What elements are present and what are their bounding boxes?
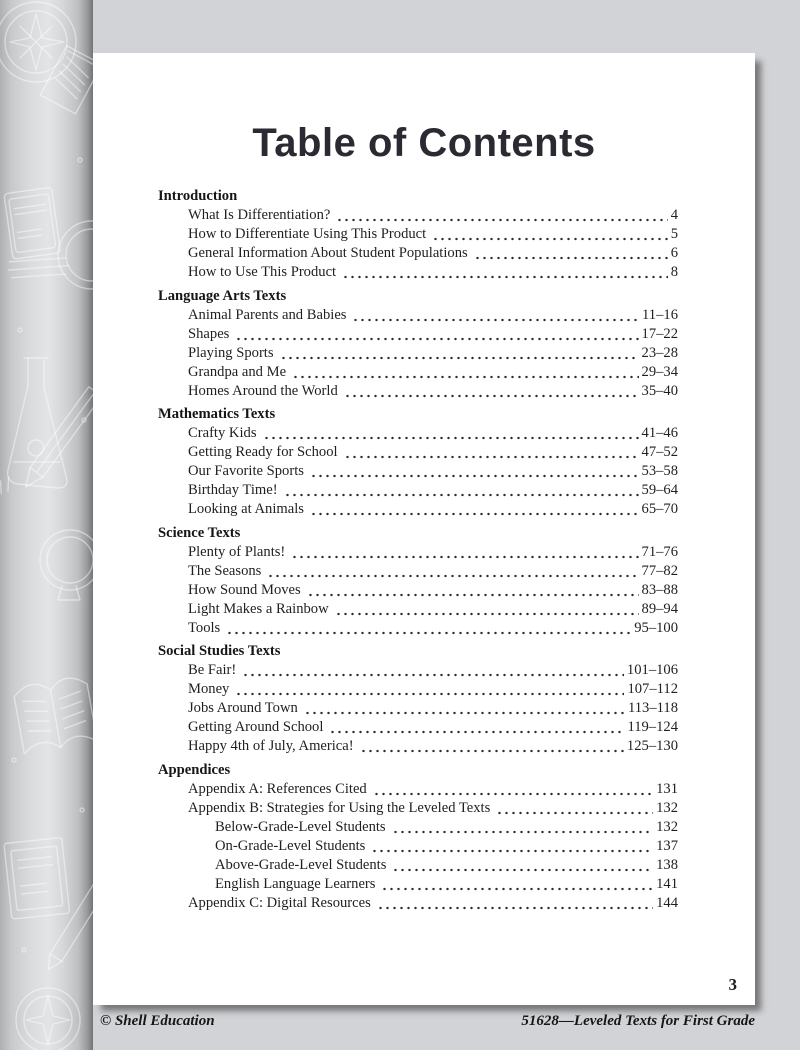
entry-label: Grandpa and Me [188,363,287,380]
toc-section [158,524,678,638]
toc-entry [158,306,678,325]
toc-entry [158,799,678,818]
entry-label: Shapes [188,325,230,342]
entry-label: Getting Around School [188,719,324,735]
entry-label: Animal Parents and Babies [188,306,347,323]
doodle-pattern [0,0,93,1050]
toc-section [158,287,678,401]
dot-leader [342,274,668,280]
toc-entry [158,543,678,562]
section-heading: Social Studies Texts [158,643,281,659]
footer [100,1013,755,1030]
dot-leader [292,374,638,380]
section-heading: Appendices [158,761,231,778]
compass-icon [16,988,80,1050]
entry-page: 131 [656,780,678,797]
dot-leader [235,691,624,697]
toc-entry [158,661,678,680]
entry-label: Light Makes a Rainbow [188,600,329,617]
entry-label: Money [188,681,230,697]
dot-leader [392,867,653,873]
notebook-stack-icon [0,186,70,281]
toc-section [158,405,678,519]
dot-leader [329,729,624,735]
entry-page: 132 [656,818,678,835]
toc-entry [158,818,678,837]
section-heading: Science Texts [158,524,241,541]
toc-entry [158,875,678,894]
section-heading: Language Arts Texts [158,287,287,304]
entry-label: Plenty of Plants! [188,543,286,560]
dot-leader [280,355,639,361]
entry-label: Playing Sports [188,344,274,361]
toc-entry [158,737,678,756]
toc-entry [158,718,678,737]
entry-page: 119–124 [627,719,678,735]
entry-page: 89–94 [641,600,678,617]
entry-label: Getting Ready for School [188,444,338,460]
entry-page: 125–130 [626,738,678,754]
dot-leader [352,317,639,323]
entry-page: 113–118 [628,700,678,716]
entry-page: 53–58 [641,463,678,479]
papers-icon [4,838,70,920]
entry-page: 107–112 [627,681,678,697]
dot-leader [360,748,624,754]
entry-page: 41–46 [641,425,678,441]
entry-label: On-Grade-Level Students [215,837,366,854]
entry-label: Tools [188,619,221,636]
toc-entry [158,382,678,401]
flask-icon [8,358,67,488]
entry-label: The Seasons [188,562,262,579]
toc-entry [158,581,678,600]
entry-page: 17–22 [641,325,678,342]
dot-leader [344,393,639,399]
entry-label: How Sound Moves [188,581,301,598]
entry-page: 95–100 [634,619,678,636]
dot-leader [344,454,639,460]
entry-label: Above-Grade-Level Students [215,856,387,873]
open-book-icon [40,46,93,114]
entry-page: 8 [670,264,678,280]
entry-label: What Is Differentiation? [188,207,331,223]
toc-page [93,53,755,1005]
toc-entry [158,443,678,462]
toc-list [158,187,678,913]
dot-leader [267,573,638,579]
toc-entry [158,680,678,699]
entry-label: English Language Learners [215,875,376,892]
toc-section [158,187,678,282]
entry-page: 65–70 [641,501,678,517]
entry-page: 59–64 [641,482,678,498]
dot-leader [496,810,653,816]
dot-leader [310,511,639,517]
toc-entry [158,344,678,363]
dot-leader [304,710,625,716]
entry-page: 35–40 [641,382,678,399]
dot-leader [242,672,624,678]
decorative-sidebar [0,0,93,1050]
entry-label: Birthday Time! [188,482,278,498]
section-heading: Mathematics Texts [158,406,276,422]
dot-leader [263,435,639,441]
toc-entry [158,263,678,282]
toc-entry [158,325,678,344]
entry-page: 23–28 [641,344,678,361]
entry-label: How to Differentiate Using This Product [188,226,427,242]
entry-page: 47–52 [641,444,678,460]
ring-icon [40,221,93,600]
entry-label: Be Fair! [188,662,237,678]
entry-label: Appendix C: Digital Resources [188,894,371,911]
entry-page: 77–82 [641,562,678,579]
entry-page: 101–106 [626,662,678,678]
entry-page: 4 [670,207,678,223]
entry-page: 144 [656,894,678,911]
dot-leader [226,630,631,636]
toc-entry [158,837,678,856]
entry-label: Happy 4th of July, America! [188,738,354,754]
open-book-icon [13,675,93,754]
entry-label: Jobs Around Town [188,700,298,716]
entry-label: Crafty Kids [188,425,257,441]
entry-page: 141 [656,875,678,892]
entry-label: General Information About Student Populations [188,245,468,261]
toc-entry [158,894,678,913]
footer-copyright: © Shell Education [100,1013,215,1029]
entry-label: Looking at Animals [188,501,304,517]
dot-leader [474,255,668,261]
toc-entry [158,600,678,619]
entry-label: Below-Grade-Level Students [215,818,386,835]
toc-entry [158,562,678,581]
entry-page: 71–76 [641,543,678,560]
entry-page: 5 [670,226,678,242]
entry-label: How to Use This Product [188,264,337,280]
dot-leader [310,473,639,479]
dot-leader [381,886,653,892]
toc-section [158,642,678,756]
entry-label: Appendix A: References Cited [188,780,367,797]
toc-entry [158,424,678,443]
compass-icon [0,2,76,82]
entry-label: Our Favorite Sports [188,463,304,479]
dot-leader [307,592,639,598]
toc-section [158,761,678,913]
dot-leader [392,829,653,835]
page-number: 3 [728,975,737,994]
dot-leader [335,611,639,617]
entry-page: 132 [656,799,678,816]
toc-entry [158,244,678,263]
dot-leader [336,217,667,223]
toc-entry [158,500,678,519]
toc-entry [158,225,678,244]
entry-label: Appendix B: Strategies for Using the Leveled Texts [188,799,491,816]
toc-entry [158,699,678,718]
dot-leader [432,236,668,242]
entry-page: 83–88 [641,581,678,598]
dot-leader [371,848,653,854]
entry-page: 29–34 [641,363,678,380]
entry-page: 6 [670,245,678,261]
page-title: Table of Contents [252,121,596,165]
dot-leader [377,905,653,911]
dot-leader [284,492,639,498]
toc-entry [158,206,678,225]
section-heading: Introduction [158,188,238,204]
toc-entry [158,619,678,638]
entry-page: 11–16 [642,306,678,323]
toc-entry [158,856,678,875]
entry-label: Homes Around the World [188,382,338,399]
entry-page: 138 [656,856,678,873]
toc-entry [158,462,678,481]
footer-book-id: 51628—Leveled Texts for First Grade [521,1013,755,1029]
dot-leader [235,336,638,342]
toc-entry [158,481,678,500]
toc-entry [158,363,678,382]
entry-page: 137 [656,837,678,854]
dot-leader [373,791,653,797]
dot-leader [291,554,638,560]
toc-entry [158,780,678,799]
